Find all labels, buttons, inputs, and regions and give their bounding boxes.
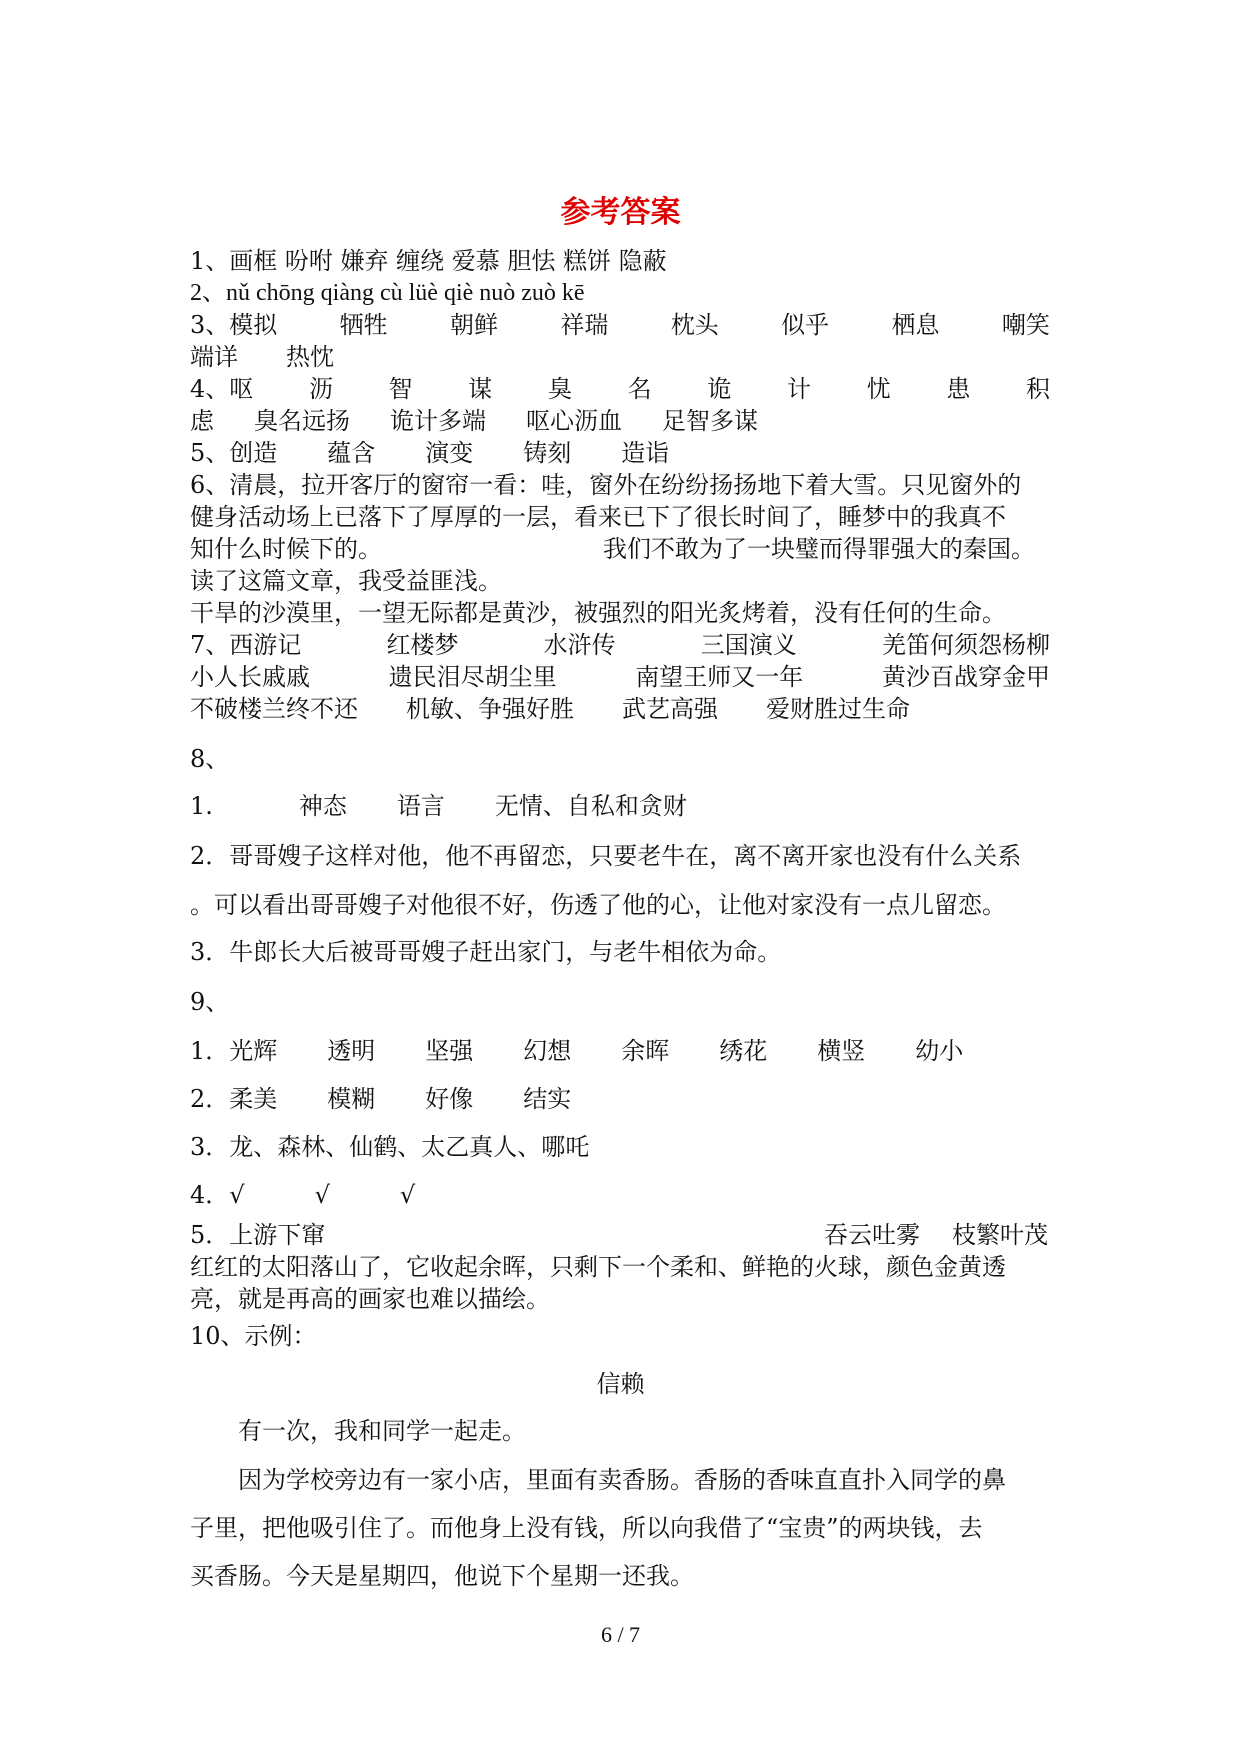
answer-item: 热忱 [286,343,334,371]
answer-9-1 [190,1035,1050,1067]
answer-item: 牺牲 [339,311,388,339]
answer-item: 吞云吐雾 [824,1221,920,1249]
answer-item: 2．柔美 [190,1085,278,1113]
answer-item: 3、模拟 [190,311,278,339]
answer-item: 5．上游下窜 [190,1221,326,1249]
answer-item: 红楼梦 [386,631,459,659]
answer-item: 栖息 [891,311,940,339]
answer-item: 朝鲜 [450,311,499,339]
answer-item: √ [314,1181,330,1209]
answer-7-row [190,661,1050,693]
page-number: 6 / 7 [600,1622,641,1647]
answer-item: 余晖 [621,1037,670,1065]
answer-9-5-line: 亮，就是再高的画家也难以描绘。 [190,1285,550,1313]
answer-8-3: 3．牛郎长大后被哥哥嫂子赶出家门，与老牛相依为命。 [190,938,782,966]
answer-item: 黄沙百战穿金甲 [881,663,1050,691]
answer-item: 坚强 [425,1037,474,1065]
answer-item: 遗民泪尽胡尘里 [388,663,557,691]
answer-9-5-line: 红红的太阳落山了，它收起余晖，只剩下一个柔和、鲜艳的火球，颜色金黄透 [190,1253,1006,1281]
answer-item: 嘲笑 [1001,311,1050,339]
essay-title: 信赖 [596,1370,645,1398]
answer-item: 演变 [425,439,474,467]
answer-item: 爱财胜过生命 [766,695,910,723]
answer-item: 臭 [547,375,572,403]
answer-item: 臭名远扬 [254,407,350,435]
answer-item: 水浒传 [543,631,616,659]
answer-item: 结实 [523,1085,572,1113]
answer-item: 计 [786,375,811,403]
essay-paragraph: 因为学校旁边有一家小店，里面有卖香肠。香肠的香味直直扑入同学的鼻 [238,1466,1006,1494]
answer-4-row2 [190,405,1050,437]
answer-item: 忧 [866,375,891,403]
answer-item: 患 [946,375,971,403]
answer-8-1 [190,790,1050,822]
answer-6-line: 健身活动场上已落下了厚厚的一层，看来已下了很长时间了，睡梦中的我真不 [190,503,1006,531]
answer-item: 积 [1026,375,1050,403]
answer-item: 武艺高强 [622,695,718,723]
page-title: 参考答案 [560,195,681,230]
answer-item: 枝繁叶茂 [952,1221,1048,1249]
answer-item: 智 [388,375,413,403]
answer-item: 1．光辉 [190,1037,278,1065]
answer-4-row [190,373,1050,405]
answer-item: 造诣 [621,439,670,467]
answer-item: 羌笛何须怨杨柳 [881,631,1050,659]
answer-item: 小人长戚戚 [190,663,310,691]
answer-9-heading: 9、 [190,988,230,1016]
answer-item: 透明 [327,1037,376,1065]
answer-item: 谋 [468,375,493,403]
answer-6-part: 知什么时候下的。 [190,535,382,563]
answer-6-line: 6、清晨，拉开客厅的窗帘一看：哇，窗外在纷纷扬扬地下着大雪。只见窗外的 [190,471,1022,499]
answer-1: 1、画框 吩咐 嫌弃 缠绕 爱慕 胆怯 糕饼 隐蔽 [190,247,667,275]
answer-7-row [190,693,1050,725]
answer-6-line: 干旱的沙漠里，一望无际都是黄沙，被强烈的阳光炙烤着，没有任何的生命。 [190,599,1006,627]
answer-item: 端详 [190,343,238,371]
answer-item: 绣花 [719,1037,768,1065]
answer-5-row [190,437,1050,469]
answer-3-row [190,309,1050,341]
answer-9-3: 3．龙、森林、仙鹤、太乙真人、哪吒 [190,1133,590,1161]
answer-6-line [190,533,1050,565]
answer-item: 机敏、争强好胜 [406,695,574,723]
answer-7-row [190,629,1050,661]
answer-9-4 [190,1179,1050,1211]
answer-item: 名 [627,375,652,403]
answer-item: 虑 [190,407,214,435]
answer-item: 枕头 [670,311,719,339]
answer-8-2: 。可以看出哥哥嫂子对他很不好，伤透了他的心，让他对家没有一点儿留恋。 [190,891,1006,919]
answer-item: 4、呕 [190,375,254,403]
answer-item: 神态 [298,792,347,820]
answer-item: 语言 [396,792,445,820]
answer-item: 好像 [425,1085,474,1113]
answer-item: 7、西游记 [190,631,302,659]
answer-item: 似乎 [781,311,830,339]
answer-item: 1. [190,792,213,820]
essay-paragraph: 有一次，我和同学一起走。 [238,1417,526,1445]
answer-item: 5、创造 [190,439,278,467]
answer-9-2 [190,1083,1050,1115]
answer-item: 不破楼兰终不还 [190,695,358,723]
answer-item: √ [399,1181,416,1209]
answer-9-5 [190,1219,1050,1251]
answer-item: 诡计多端 [390,407,486,435]
answer-8-2: 2．哥哥嫂子这样对他，他不再留恋，只要老牛在，离不离开家也没有什么关系 [190,842,1022,870]
answer-8-heading: 8、 [190,745,230,773]
answer-item: 幼小 [915,1037,964,1065]
answer-item: 足智多谋 [662,407,758,435]
answer-item: 无情、自私和贪财 [494,792,687,820]
answer-6-line: 读了这篇文章，我受益匪浅。 [190,567,502,595]
answer-item: 诡 [707,375,732,403]
answer-item: 4．√ [190,1181,245,1209]
answer-10-heading: 10、示例： [190,1322,317,1350]
answer-item: 蕴含 [327,439,376,467]
answer-item: 铸刻 [523,439,572,467]
answer-item: 三国演义 [700,631,797,659]
answer-3-row2 [190,341,1050,373]
answer-item: 南望王师又一年 [635,663,804,691]
answer-6-part: 我们不敢为了一块璧而得罪强大的秦国。 [603,535,1035,563]
answer-item: 沥 [308,375,333,403]
answer-item: 模糊 [327,1085,376,1113]
answer-item: 呕心沥血 [526,407,622,435]
answer-item: 幻想 [523,1037,572,1065]
answer-2: 2、nǔ chōng qiàng cù lüè qiè nuò zuò kē [190,280,585,306]
answer-item: 横竖 [817,1037,866,1065]
essay-paragraph: 子里，把他吸引住了。而他身上没有钱，所以向我借了“宝贵”的两块钱，去 [190,1514,983,1542]
answer-item: 祥瑞 [560,311,609,339]
essay-paragraph: 买香肠。今天是星期四，他说下个星期一还我。 [190,1562,694,1590]
